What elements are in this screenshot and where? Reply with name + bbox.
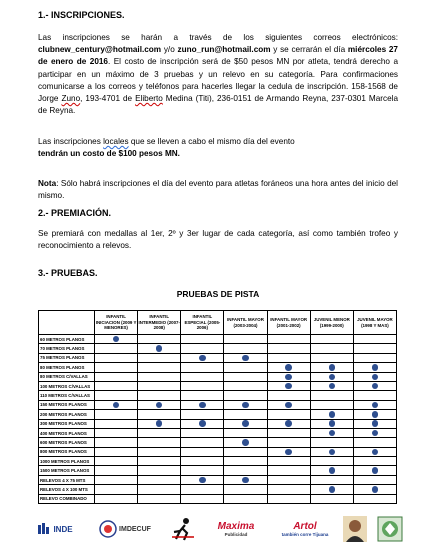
table-cell (224, 391, 267, 400)
table-cell (353, 485, 396, 494)
table-cell (224, 410, 267, 419)
table-cell (138, 372, 181, 381)
table-cell (224, 438, 267, 447)
table-cell (267, 381, 310, 390)
table-cell (181, 475, 224, 484)
imdecuf-logo (90, 516, 160, 542)
participation-dot-icon (156, 420, 163, 427)
table-cell (353, 363, 396, 372)
table-cell (181, 400, 224, 409)
events-table (38, 310, 397, 504)
table-row (39, 391, 397, 400)
maxima-text: Maxima (217, 521, 255, 532)
table-cell (95, 485, 138, 494)
table-cell (138, 428, 181, 437)
table-row (39, 485, 397, 494)
participation-dot-icon (372, 467, 379, 474)
sponsor-logos (30, 516, 410, 544)
table-row (39, 363, 397, 372)
table-cell (95, 400, 138, 409)
table-cell (353, 344, 396, 353)
table-cell (224, 494, 267, 503)
participation-dot-icon (372, 411, 379, 418)
event-name: 400 METROS PLANOS (39, 428, 95, 437)
table-cell (181, 391, 224, 400)
participation-dot-icon (156, 345, 163, 352)
text-run: Medina (Titi), 236-0151 de Armando Reyna, 237-0301 Marcela de Reyna. (38, 94, 398, 116)
category-header: INFANTIL ESPECIAL (2005-2006) (181, 311, 224, 335)
participation-dot-icon (113, 402, 120, 409)
event-name: RELEVOS 4 X 100 MTS (39, 485, 95, 494)
portrait-icon (343, 516, 367, 542)
table-cell (181, 447, 224, 456)
participation-dot-icon (329, 411, 336, 418)
table-cell (310, 457, 353, 466)
club-emblem-icon (377, 516, 403, 542)
text-run: , 193-4701 de (80, 94, 136, 104)
participation-dot-icon (372, 364, 379, 371)
participation-dot-icon (285, 383, 292, 390)
table-cell (353, 391, 396, 400)
table-cell (95, 363, 138, 372)
event-name: 70 METROS PLANOS (39, 344, 95, 353)
nota-text: : Sólo habrá inscripciones el día del evento para atletas foráneos una hora antes del inicio del mismo. (38, 179, 398, 201)
closing-date: miércoles 27 de enero de 2016 (38, 45, 398, 67)
imdecuf-emblem-icon (99, 520, 117, 538)
table-cell (310, 466, 353, 475)
inde-text: INDE (53, 524, 73, 534)
table-cell (138, 410, 181, 419)
table-cell (310, 410, 353, 419)
imdecuf-text: IMDECUF (119, 525, 151, 533)
text-run: . El costo de inscripción será de $50 pesos MN por atleta, tendrá derecho a participar en un máximo de 3 pruebas y un relevo en su categoría. Para confirmaciones comunicarse a los correos y teléfonos para hacerles llegar la cedula de inscripción. 158-1568 de Jorge (38, 57, 398, 104)
table-cell (95, 447, 138, 456)
participation-dot-icon (285, 420, 292, 427)
table-cell (224, 485, 267, 494)
table-cell (353, 410, 396, 419)
event-name: 1500 METROS PLANOS (39, 466, 95, 475)
table-cell (267, 353, 310, 362)
table-cell (310, 428, 353, 437)
table-cell (310, 372, 353, 381)
table-cell (224, 428, 267, 437)
participation-dot-icon (242, 477, 249, 484)
event-name: RELEVOS 4 X 75 MTS (39, 475, 95, 484)
table-row (39, 410, 397, 419)
participation-dot-icon (329, 449, 336, 456)
table-cell (181, 485, 224, 494)
table-cell (267, 372, 310, 381)
table-cell (353, 447, 396, 456)
event-name: 80 METROS C/VALLAS (39, 372, 95, 381)
participation-dot-icon (199, 355, 206, 362)
table-cell (310, 494, 353, 503)
table-cell (310, 447, 353, 456)
participation-dot-icon (242, 439, 249, 446)
table-cell (267, 457, 310, 466)
table-cell (353, 335, 396, 344)
event-name: 110 METROS C/VALLAS (39, 391, 95, 400)
table-cell (181, 438, 224, 447)
table-cell (310, 485, 353, 494)
table-cell (353, 494, 396, 503)
email-2: zuno_run@hotmail.com (177, 45, 271, 55)
artol-logo (276, 516, 334, 542)
participation-dot-icon (285, 449, 292, 456)
table-cell (181, 428, 224, 437)
participation-dot-icon (372, 383, 379, 390)
runner-icon (170, 517, 196, 541)
nota-label: Nota (38, 179, 57, 188)
table-cell (95, 475, 138, 484)
local-cost: tendrán un costo de $100 pesos MN. (38, 149, 180, 159)
table-cell (181, 335, 224, 344)
text-run: y/o (161, 45, 178, 55)
table-cell (353, 419, 396, 428)
email-1: clubnew_century@hotmail.com (38, 45, 162, 55)
table-cell (310, 335, 353, 344)
table-cell (310, 344, 353, 353)
participation-dot-icon (242, 402, 249, 409)
table-row (39, 428, 397, 437)
table-cell (95, 391, 138, 400)
table-row (39, 494, 397, 503)
table-cell (267, 410, 310, 419)
inscripciones-paragraph (38, 32, 398, 117)
club-emblem-logo (376, 516, 404, 542)
name-eliberto: Eliberto (135, 94, 163, 104)
table-cell (353, 475, 396, 484)
table-cell (95, 335, 138, 344)
table-cell (138, 381, 181, 390)
section-title-inscripciones: 1.- INSCRIPCIONES. (38, 10, 125, 20)
table-cell (95, 344, 138, 353)
participation-dot-icon (199, 402, 206, 409)
table-cell (224, 400, 267, 409)
table-row (39, 372, 397, 381)
table-cell (181, 410, 224, 419)
table-cell (353, 466, 396, 475)
runner-logo (168, 516, 198, 542)
event-name: 75 METROS PLANOS (39, 353, 95, 362)
table-row (39, 353, 397, 362)
participation-dot-icon (329, 420, 336, 427)
category-header: JUVENIL MAYOR (1998 Y MAS) (353, 311, 396, 335)
participation-dot-icon (113, 336, 120, 343)
table-row (39, 466, 397, 475)
table-cell (267, 466, 310, 475)
name-zuno: Zuno (61, 94, 81, 104)
table-cell (267, 428, 310, 437)
table-cell (181, 363, 224, 372)
participation-dot-icon (329, 364, 336, 371)
premiacion-paragraph: Se premiará con medallas al 1er, 2º y 3er lugar de cada categoría, así como también trofeo y reconocimiento a relevos. (38, 229, 398, 251)
portrait-logo (342, 516, 368, 542)
table-cell (138, 466, 181, 475)
participation-dot-icon (372, 402, 379, 409)
table-row (39, 475, 397, 484)
table-cell (138, 485, 181, 494)
table-cell (353, 372, 396, 381)
table-cell (138, 363, 181, 372)
table-cell (224, 363, 267, 372)
table-cell (138, 457, 181, 466)
table-cell (95, 372, 138, 381)
table-row (39, 381, 397, 390)
table-cell (95, 410, 138, 419)
table-cell (181, 353, 224, 362)
event-name: 300 METROS PLANOS (39, 419, 95, 428)
participation-dot-icon (329, 374, 336, 381)
table-cell (181, 381, 224, 390)
event-name: 80 METROS PLANOS (39, 363, 95, 372)
participation-dot-icon (242, 420, 249, 427)
event-name: 100 METROS C/VALLAS (39, 381, 95, 390)
event-name: 600 METROS PLANOS (39, 438, 95, 447)
table-cell (353, 400, 396, 409)
table-cell (138, 353, 181, 362)
category-header: JUVENIL MENOR (1999-2000) (310, 311, 353, 335)
table-cell (95, 494, 138, 503)
table-row (39, 419, 397, 428)
participation-dot-icon (372, 374, 379, 381)
table-cell (310, 400, 353, 409)
table-cell (138, 335, 181, 344)
table-cell (181, 419, 224, 428)
table-cell (95, 419, 138, 428)
text-run: Las inscripciones (38, 137, 104, 146)
participation-dot-icon (329, 486, 336, 493)
table-cell (138, 475, 181, 484)
participation-dot-icon (285, 364, 292, 371)
table-cell (138, 494, 181, 503)
table-cell (138, 438, 181, 447)
event-name: 60 METROS PLANOS (39, 335, 95, 344)
table-row (39, 344, 397, 353)
category-header: INFANTIL MAYOR (2003-2004) (224, 311, 267, 335)
table-row (39, 400, 397, 409)
text-run: Las inscripciones se harán a través de los siguientes correos electrónicos: (38, 33, 398, 42)
table-cell (224, 466, 267, 475)
participation-dot-icon (372, 449, 379, 456)
table-cell (267, 438, 310, 447)
table-header-row (39, 311, 397, 335)
table-cell (224, 335, 267, 344)
table-cell (138, 344, 181, 353)
table-cell (181, 372, 224, 381)
table-cell (353, 457, 396, 466)
participation-dot-icon (329, 467, 336, 474)
table-cell (95, 466, 138, 475)
table-row (39, 447, 397, 456)
nota-paragraph (38, 178, 398, 202)
table-cell (224, 447, 267, 456)
table-cell (95, 381, 138, 390)
inscripciones-locales-paragraph (38, 136, 398, 160)
section-title-premiacion: 2.- PREMIACIÓN. (38, 208, 112, 218)
table-cell (224, 419, 267, 428)
artol-text: Artol (293, 521, 317, 532)
table-cell (181, 466, 224, 475)
inde-mark-icon (37, 522, 51, 536)
table-cell (267, 485, 310, 494)
table-cell (310, 381, 353, 390)
table-cell (224, 457, 267, 466)
table-cell (267, 335, 310, 344)
participation-dot-icon (199, 420, 206, 427)
participation-dot-icon (242, 355, 249, 362)
artol-sub-text: también corre Tijuana (281, 532, 329, 537)
table-cell (267, 363, 310, 372)
table-title: PRUEBAS DE PISTA (176, 289, 260, 299)
table-cell (224, 372, 267, 381)
category-header: INFANTIL INICIACION (2009 Y MENORES) (95, 311, 138, 335)
table-cell (95, 457, 138, 466)
table-cell (224, 475, 267, 484)
participation-dot-icon (285, 402, 292, 409)
table-row (39, 335, 397, 344)
maxima-sub-text: Publicidad (224, 532, 248, 537)
table-cell (95, 438, 138, 447)
table-cell (310, 419, 353, 428)
word-locales: locales (103, 137, 129, 146)
table-cell (138, 400, 181, 409)
inde-logo (30, 516, 80, 542)
text-run: que se lleven a cabo el mismo día del evento (128, 137, 295, 146)
event-name: RELEVO COMBINADO (39, 494, 95, 503)
maxima-logo (205, 516, 267, 542)
table-cell (181, 494, 224, 503)
text-run: y se cerrarán el día (270, 45, 348, 55)
event-name: 1000 METROS PLANOS (39, 457, 95, 466)
participation-dot-icon (285, 374, 292, 381)
table-cell (353, 353, 396, 362)
header-blank (39, 311, 95, 335)
table-cell (224, 344, 267, 353)
table-cell (267, 400, 310, 409)
table-cell (181, 344, 224, 353)
table-cell (353, 438, 396, 447)
table-cell (95, 353, 138, 362)
event-name: 150 METROS PLANOS (39, 400, 95, 409)
table-cell (138, 391, 181, 400)
table-cell (138, 419, 181, 428)
table-cell (310, 353, 353, 362)
table-cell (224, 381, 267, 390)
table-cell (310, 363, 353, 372)
table-cell (267, 494, 310, 503)
participation-dot-icon (156, 402, 163, 409)
participation-dot-icon (329, 383, 336, 390)
table-row (39, 438, 397, 447)
table-cell (267, 447, 310, 456)
participation-dot-icon (372, 486, 379, 493)
table-cell (353, 428, 396, 437)
category-header: INFANTIL MAYOR (2001-2002) (267, 311, 310, 335)
table-cell (138, 447, 181, 456)
participation-dot-icon (372, 430, 379, 437)
table-cell (267, 475, 310, 484)
table-cell (267, 391, 310, 400)
participation-dot-icon (199, 477, 206, 484)
event-name: 200 METROS PLANOS (39, 410, 95, 419)
table-cell (353, 381, 396, 390)
table-cell (181, 457, 224, 466)
table-cell (224, 353, 267, 362)
event-name: 800 METROS PLANOS (39, 447, 95, 456)
table-cell (95, 428, 138, 437)
table-cell (310, 438, 353, 447)
table-cell (310, 475, 353, 484)
participation-dot-icon (372, 420, 379, 427)
table-cell (267, 344, 310, 353)
participation-dot-icon (329, 430, 336, 437)
category-header: INFANTIL INTERMEDIO (2007-2008) (138, 311, 181, 335)
table-row (39, 457, 397, 466)
table-cell (310, 391, 353, 400)
section-title-pruebas: 3.- PRUEBAS. (38, 268, 98, 278)
table-cell (267, 419, 310, 428)
